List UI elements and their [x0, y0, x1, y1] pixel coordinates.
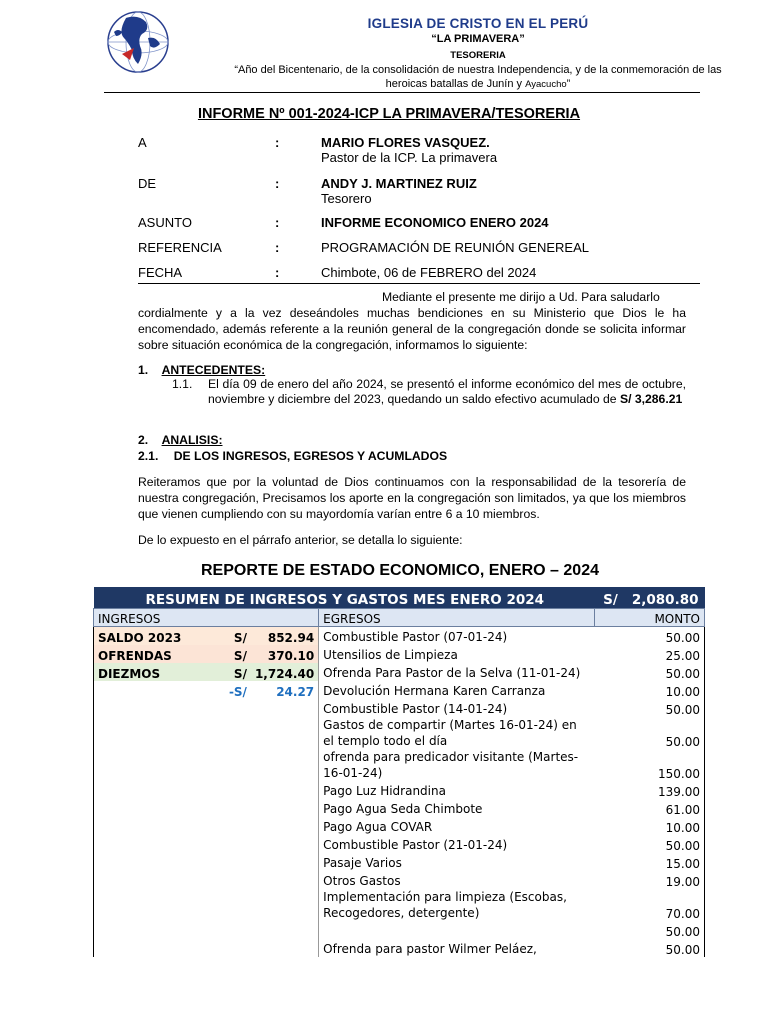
memo-ref-value: PROGRAMACIÓN DE REUNIÓN GENEREAL [321, 240, 589, 255]
egreso-description: Otros Gastos [319, 871, 595, 889]
egreso-description: Utensilios de Limpieza [319, 645, 595, 663]
summary-band-label: RESUMEN DE INGRESOS Y GASTOS MES ENERO 2024 [94, 587, 595, 609]
antecedent-amount: S/ 3,286.21 [619, 391, 683, 406]
section-2-title: ANALISIS: [161, 433, 223, 447]
income-expense-table [93, 587, 705, 957]
ingreso-amount: 370.10 [251, 645, 319, 663]
ingreso-amount: 1,724.40 [251, 663, 319, 681]
motto-line-1: “Año del Bicentenario, de la consolidación de nuestra Independencia, y de la conmemoración de las [234, 64, 722, 76]
department-name: TESORERIA [450, 50, 506, 61]
table-row [94, 799, 705, 817]
section-2-1-number: 2.1. [138, 449, 159, 463]
ingreso-empty [94, 835, 319, 853]
ingreso-empty [94, 717, 319, 749]
section-1-1-text [208, 377, 686, 406]
summary-band-currency: S/ [603, 592, 618, 608]
column-header-row [94, 609, 705, 627]
table-row [94, 781, 705, 799]
church-name: IGLESIA DE CRISTO EN EL PERÚ [367, 16, 589, 31]
table-row [94, 939, 705, 957]
table-row [94, 699, 705, 717]
antecedent-text: El día 09 de enero del año 2024, se presentó el informe económico del mes de octubre, noviembre y diciembre del 2023, quedando un saldo efectivo acumulado de [208, 377, 686, 406]
egreso-amount: 50.00 [595, 939, 705, 957]
motto-line-2-small: Ayacucho [525, 79, 567, 90]
memo-colon: : [275, 240, 280, 255]
table-row [94, 835, 705, 853]
intro-paragraph [138, 289, 686, 353]
report-title: INFORME Nº 001-2024-ICP LA PRIMAVERA/TESORERIA [197, 106, 581, 122]
ingreso-empty [94, 939, 319, 957]
table-row [94, 871, 705, 889]
motto-line-2 [178, 77, 768, 92]
ingreso-empty [94, 781, 319, 799]
motto-line-2-text: heroicas batallas de Junín y [385, 78, 526, 90]
col-ingresos: INGRESOS [94, 609, 319, 627]
ingreso-label: OFRENDAS [94, 645, 207, 663]
ingreso-empty [94, 817, 319, 835]
memo-a-key: A [138, 135, 147, 150]
egreso-amount: 139.00 [595, 781, 705, 799]
memo-de-key: DE [138, 176, 157, 191]
table-row [94, 749, 705, 781]
ingreso-currency: S/ [206, 663, 251, 681]
ingreso-currency: -S/ [228, 685, 247, 699]
egreso-description: Ofrenda para pastor Wilmer Peláez, [319, 939, 595, 957]
ingreso-empty [94, 853, 319, 871]
ingreso-empty [94, 699, 319, 717]
egreso-description: Pago Agua Seda Chimbote [319, 799, 595, 817]
ingreso-label: SALDO 2023 [94, 627, 207, 646]
ingreso-label: DIEZMOS [94, 663, 207, 681]
egreso-description: Pago Agua COVAR [319, 817, 595, 835]
table-row [94, 663, 705, 681]
section-1-number: 1. [138, 363, 149, 377]
memo-colon: : [275, 215, 280, 230]
summary-band-amount: 2,080.80 [631, 592, 699, 608]
egreso-amount: 15.00 [595, 853, 705, 871]
section-2-1-heading [138, 449, 447, 463]
memo-asunto-value: INFORME ECONOMICO ENERO 2024 [321, 215, 549, 230]
egreso-description: Pago Luz Hidrandina [319, 781, 595, 799]
memo-a-name: MARIO FLORES VASQUEZ. [321, 135, 490, 150]
egreso-description: Pasaje Varios [319, 853, 595, 871]
summary-band [94, 587, 705, 609]
egreso-description: Combustible Pastor (21-01-24) [319, 835, 595, 853]
intro-rest: cordialmente y a la vez deseándoles muchas bendiciones en su Ministerio que Dios le ha encomendado, además referente a la reunión general de la congregación donde se solicita informar sobre situación económica de la congregación, informamos lo siguiente: [138, 306, 686, 352]
report-section-title: REPORTE DE ESTADO ECONOMICO, ENERO – 2024 [200, 562, 599, 579]
memo-colon: : [275, 135, 280, 150]
memo-colon: : [275, 265, 280, 280]
year-motto [178, 63, 768, 92]
memo-a-role: Pastor de la ICP. La primavera [321, 150, 498, 165]
table-row [94, 921, 705, 939]
ingreso-empty [94, 871, 319, 889]
table-row [94, 817, 705, 835]
table-row [94, 681, 705, 699]
section-2-number: 2. [138, 433, 149, 447]
section-1-heading [138, 363, 265, 377]
church-logo-globe [104, 8, 172, 76]
egreso-description: Combustible Pastor (14-01-24) [319, 699, 595, 717]
ingreso-amount: 852.94 [251, 627, 319, 646]
branch-name: “LA PRIMAVERA” [431, 33, 525, 45]
egreso-description: ofrenda para predicador visitante (Martes-16-01-24) [319, 749, 595, 781]
table-row [94, 717, 705, 749]
col-monto: MONTO [595, 609, 705, 627]
ingreso-empty [94, 921, 319, 939]
col-egresos: EGRESOS [319, 609, 595, 627]
egreso-amount: 70.00 [595, 889, 705, 921]
memo-ref-key: REFERENCIA [138, 240, 222, 255]
ingreso-label [94, 681, 207, 699]
egreso-amount: 50.00 [595, 627, 705, 646]
egreso-amount: 61.00 [595, 799, 705, 817]
section-2-heading [138, 433, 223, 447]
ingreso-empty [94, 749, 319, 781]
memo-fecha-key: FECHA [138, 265, 183, 280]
egreso-amount: 19.00 [595, 871, 705, 889]
table-row [94, 645, 705, 663]
intro-first-line: Mediante el presente me dirijo a Ud. Para saludarlo [382, 290, 660, 304]
memo-de-role: Tesorero [321, 191, 372, 206]
egreso-amount: 50.00 [595, 717, 705, 749]
memo-colon: : [275, 176, 280, 191]
egreso-description: Implementación para limpieza (Escobas, Recogedores, detergente) [319, 889, 595, 921]
memo-de-name: ANDY J. MARTINEZ RUIZ [321, 176, 477, 191]
section-1-1-number: 1.1. [172, 377, 193, 391]
analysis-lead-in: De lo expuesto en el párrafo anterior, se detalla lo siguiente: [138, 533, 463, 547]
ingreso-empty [94, 799, 319, 817]
egreso-amount: 50.00 [595, 921, 705, 939]
analysis-paragraph: Reiteramos que por la voluntad de Dios continuamos con la responsabilidad de la tesorería de nuestra congregación, Precisamos los aporte en la congregación son limitados, ya que los miembros que vienen cumpliendo con su mayordomía varían entre 6 a 10 miembros. [138, 475, 686, 521]
egreso-amount: 50.00 [595, 835, 705, 853]
motto-line-2-end: ” [566, 78, 571, 90]
egreso-amount: 25.00 [595, 645, 705, 663]
ingreso-amount: 24.27 [276, 685, 315, 699]
egreso-amount: 10.00 [595, 681, 705, 699]
memo-fecha-value: Chimbote, 06 de FEBRERO del 2024 [321, 265, 537, 280]
section-1-title: ANTECEDENTES: [161, 363, 266, 377]
egreso-amount: 50.00 [595, 699, 705, 717]
ingreso-currency: S/ [206, 645, 251, 663]
table-row [94, 627, 705, 646]
egreso-amount: 50.00 [595, 663, 705, 681]
summary-band-total [595, 587, 705, 609]
egreso-amount: 150.00 [595, 749, 705, 781]
egreso-description [319, 921, 595, 939]
header-divider [104, 92, 700, 93]
egreso-description: Gastos de compartir (Martes 16-01-24) en el templo todo el día [319, 717, 595, 749]
ingreso-currency: S/ [206, 627, 251, 646]
section-2-1-title: DE LOS INGRESOS, EGRESOS Y ACUMLADOS [173, 449, 448, 463]
memo-asunto-key: ASUNTO [138, 215, 192, 230]
memo-divider [138, 283, 700, 284]
egreso-amount: 10.00 [595, 817, 705, 835]
table-row [94, 853, 705, 871]
egreso-description: Devolución Hermana Karen Carranza [319, 681, 595, 699]
ingreso-empty [94, 889, 319, 921]
egreso-description: Combustible Pastor (07-01-24) [319, 627, 595, 646]
table-row [94, 889, 705, 921]
egreso-description: Ofrenda Para Pastor de la Selva (11-01-24) [319, 663, 595, 681]
